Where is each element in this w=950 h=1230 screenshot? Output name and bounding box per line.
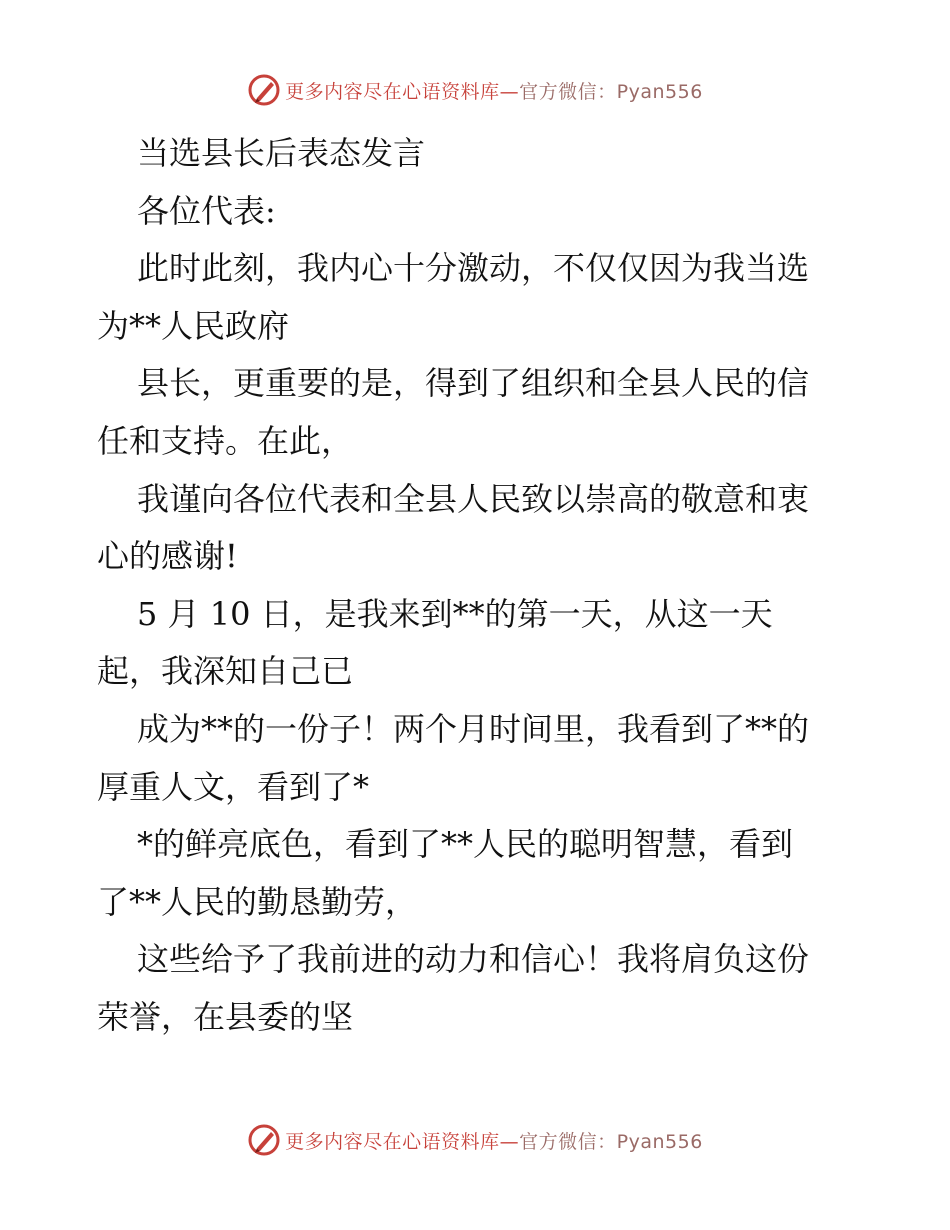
text-line: 5 月 10 日，是我来到**的第一天，从这一天	[137, 594, 773, 633]
text-line: 起，我深知自己已	[97, 652, 354, 691]
text-line: 当选县长后表态发言	[137, 134, 426, 172]
text-line: 县长，更重要的是，得到了组织和全县人民的信	[137, 364, 810, 403]
watermark-text: 更多内容尽在心语资料库—官方微信：Pyan556	[285, 80, 703, 103]
text-line: 这些给予了我前进的动力和信心！我将肩负这份	[137, 940, 810, 979]
text-line: 荣誉，在县委的坚	[97, 997, 354, 1036]
pen-logo-icon	[247, 73, 281, 107]
text-line: 为**人民政府	[97, 306, 290, 345]
pen-logo-icon	[247, 1123, 281, 1157]
text-line: 任和支持。在此，	[97, 421, 354, 460]
document-body	[97, 125, 857, 1047]
text-line: 此时此刻，我内心十分激动，不仅仅因为我当选	[137, 249, 810, 288]
text-line: 成为**的一份子！两个月时间里，我看到了**的	[137, 709, 810, 748]
watermark-text: 更多内容尽在心语资料库—官方微信：Pyan556	[285, 1130, 703, 1153]
text-line: *的鲜亮底色，看到了**人民的聪明智慧，看到	[137, 825, 794, 864]
text-line: 厚重人文，看到了*	[97, 767, 370, 806]
text-line: 各位代表:	[137, 191, 276, 230]
header-watermark	[0, 70, 950, 110]
text-line: 了**人民的勤恳勤劳，	[97, 882, 418, 921]
text-line: 心的感谢!	[97, 537, 238, 576]
footer-watermark	[0, 1120, 950, 1160]
text-line: 我谨向各位代表和全县人民致以崇高的敬意和衷	[137, 479, 810, 518]
